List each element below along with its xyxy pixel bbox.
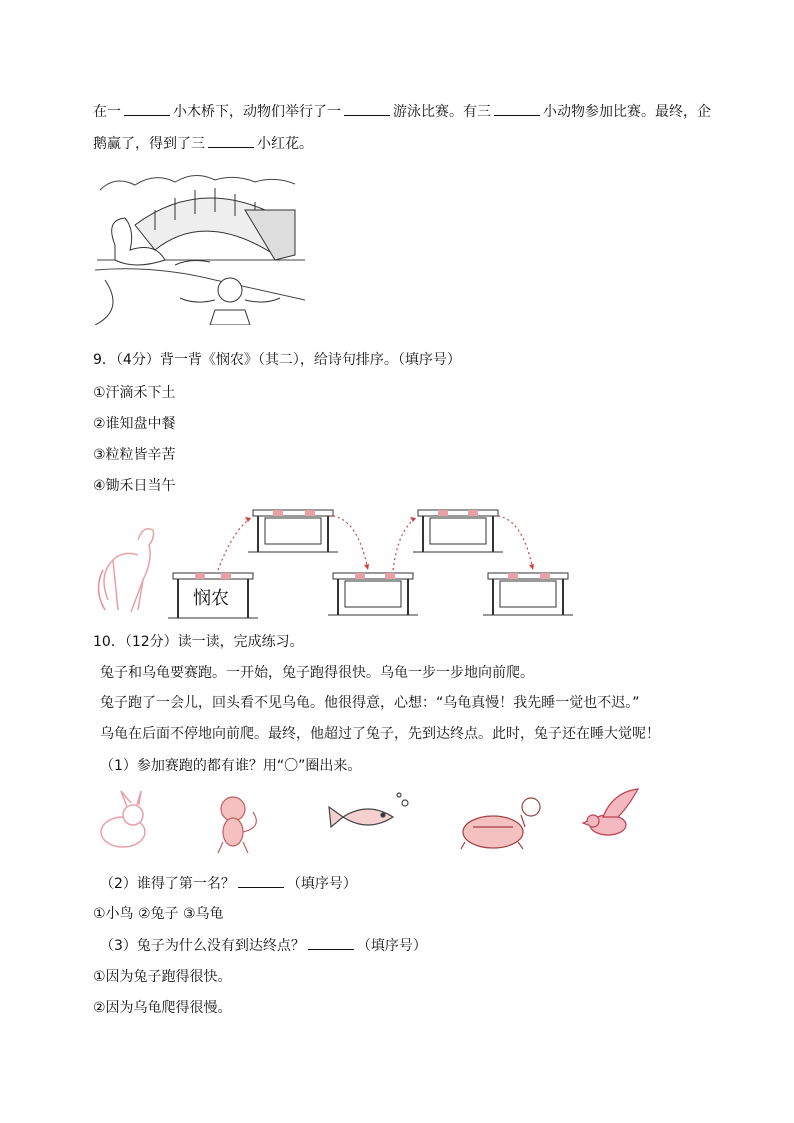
question-10-stem: 10．（12分）读一读，完成练习。 bbox=[93, 634, 304, 650]
subquestion-3: （3）兔子为什么没有到达终点？ （填序号） bbox=[100, 935, 427, 956]
answer-box[interactable] bbox=[500, 581, 556, 607]
answer-blank[interactable] bbox=[308, 935, 354, 950]
poem-option-4: ④锄禾日当午 bbox=[93, 478, 176, 494]
animals-row bbox=[93, 787, 663, 857]
answer-blank[interactable] bbox=[494, 101, 540, 116]
poem-option-2: ②谁知盘中餐 bbox=[93, 416, 176, 432]
subquestion-2-options: ①小鸟 ②兔子 ③乌龟 bbox=[93, 906, 224, 922]
fish-icon[interactable] bbox=[329, 793, 408, 827]
subquestion-3-option-1: ①因为兔子跑得很快。 bbox=[93, 969, 232, 985]
horse-icon bbox=[98, 529, 153, 612]
answer-blank[interactable] bbox=[208, 133, 254, 148]
answer-blank[interactable] bbox=[238, 873, 284, 888]
passage-line-2: 鹅赢了，得到了三 小红花。 bbox=[93, 133, 313, 154]
answer-box[interactable] bbox=[345, 581, 401, 607]
rabbit-icon[interactable] bbox=[101, 791, 145, 847]
bird-icon[interactable] bbox=[583, 789, 638, 835]
poem-option-1: ①汗滴禾下土 bbox=[93, 385, 176, 401]
poem-title-box: 悯农 bbox=[193, 588, 229, 609]
story-line-2: 兔子跑了一会儿，回头看不见乌龟。他很得意，心想：“乌龟真慢！我先睡一觉也不迟。” bbox=[100, 695, 640, 711]
answer-blank[interactable] bbox=[344, 101, 390, 116]
ordering-diagram bbox=[93, 500, 693, 622]
bridge-scene-illustration bbox=[95, 170, 310, 325]
subquestion-3-option-2: ②因为乌龟爬得很慢。 bbox=[93, 1000, 232, 1016]
story-line-1: 兔子和乌龟要赛跑。一开始，兔子跑得很快。乌龟一步一步地向前爬。 bbox=[100, 665, 534, 681]
subquestion-2: （2）谁得了第一名？ （填序号） bbox=[100, 873, 357, 894]
passage-line-1: 在一 小木桥下，动物们举行了一 游泳比赛。有三 小动物参加比赛。最终，企 bbox=[93, 101, 711, 122]
answer-box[interactable] bbox=[265, 518, 321, 544]
monkey-icon[interactable] bbox=[218, 797, 256, 853]
poem-option-3: ③粒粒皆辛苦 bbox=[93, 447, 176, 463]
subquestion-1: （1）参加赛跑的都有谁？用“〇”圈出来。 bbox=[100, 758, 362, 774]
story-line-3: 乌龟在后面不停地向前爬。最终，他超过了兔子，先到达终点。此时，兔子还在睡大觉呢！ bbox=[100, 726, 660, 742]
answer-box[interactable] bbox=[430, 518, 486, 544]
hurdle-1 bbox=[168, 573, 258, 618]
answer-blank[interactable] bbox=[124, 101, 170, 116]
question-9-stem: 9．（4分）背一背《悯农》（其二），给诗句排序。（填序号） bbox=[93, 352, 461, 368]
turtle-icon[interactable] bbox=[461, 798, 540, 849]
